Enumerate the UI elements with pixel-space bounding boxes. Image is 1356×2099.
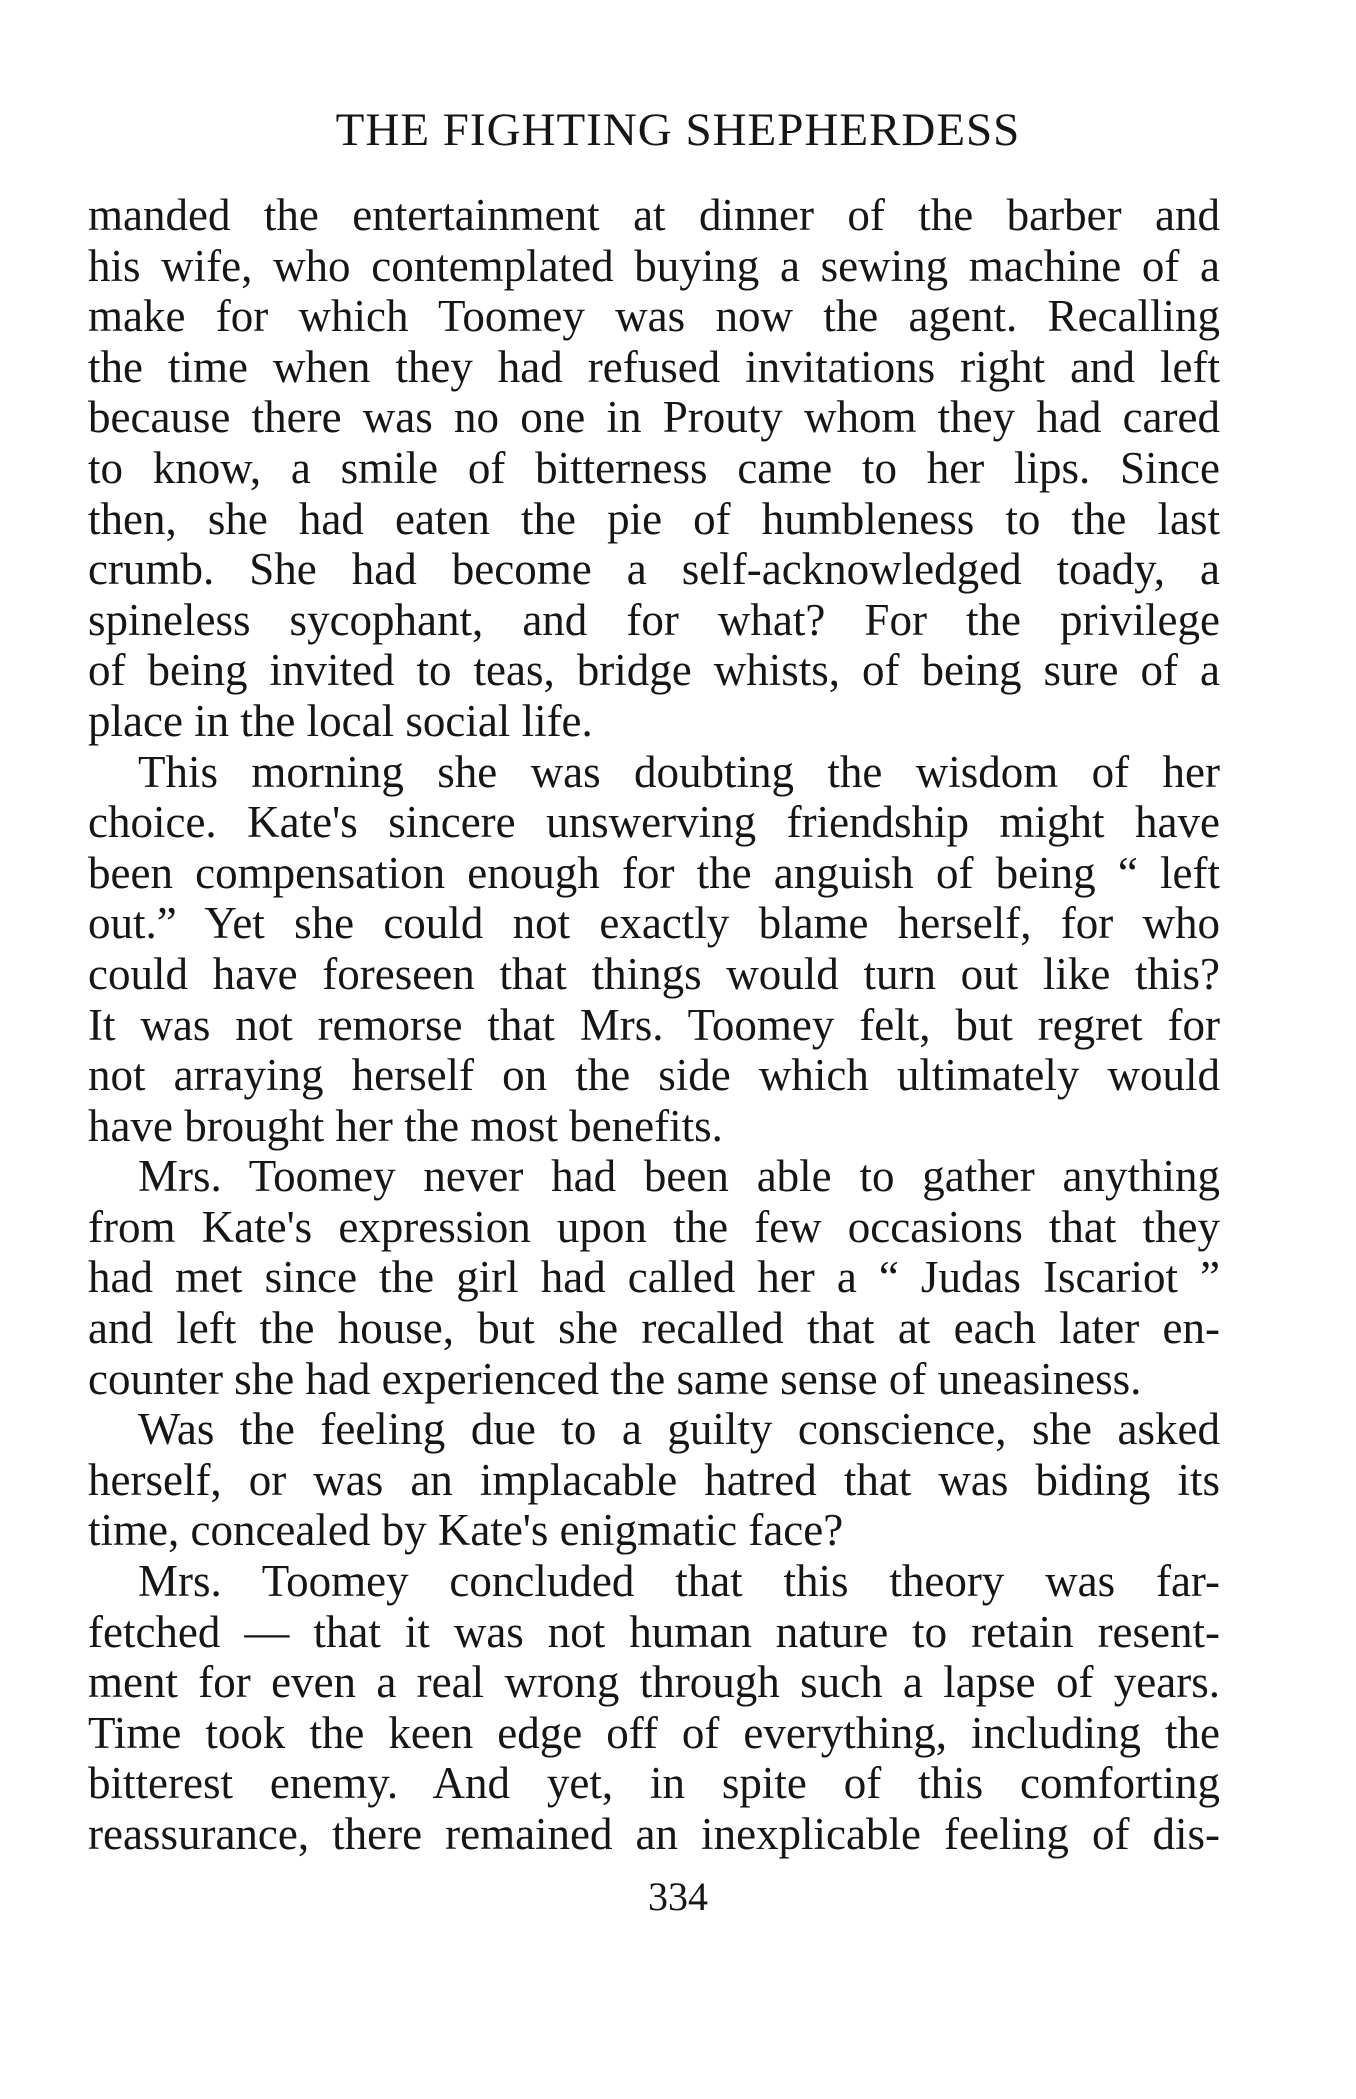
page-number: 334 [648,1874,708,1919]
text-line: crumb. She had become a self-acknowledged toady, a [88,544,1220,595]
text-line: bitterest enemy. And yet, in spite of this comforting [88,1758,1220,1809]
text-line: from Kate's expression upon the few occasions that they [88,1201,1220,1252]
text-line: out.” Yet she could not exactly blame herself, for who [88,898,1220,949]
text-line: the time when they had refused invitations right and left [88,341,1220,392]
text-line: Was the feeling due to a guilty conscience, she asked [138,1404,1220,1455]
text-line: choice. Kate's sincere unswerving friendship might have [88,797,1220,848]
text-line: place in the local social life. [88,695,593,746]
paragraph [88,1404,1220,1556]
paragraph [88,1556,1220,1860]
text-line: reassurance, there remained an inexplicable feeling of dis- [88,1809,1220,1859]
text-line: Mrs. Toomey concluded that this theory was far- [138,1556,1220,1607]
text-line: because there was no one in Prouty whom they had cared [88,392,1220,443]
text-line: manded the entertainment at dinner of the barber and [88,190,1220,240]
text-line: have brought her the most benefits. [88,1100,723,1151]
text-line: of being invited to teas, bridge whists, of being sure of a [88,645,1220,696]
text-line: spineless sycophant, and for what? For the privilege [88,594,1220,645]
text-line: make for which Toomey was now the agent. Recalling [88,291,1220,342]
running-head: THE FIGHTING SHEPHERDESS [335,104,1021,156]
text-line: It was not remorse that Mrs. Toomey felt, but regret for [88,999,1220,1050]
text-line: herself, or was an implacable hatred that was biding its [88,1454,1220,1505]
text-line: Time took the keen edge off of everything, including the [88,1707,1220,1758]
text-line: and left the house, but she recalled that at each later en- [88,1303,1220,1354]
body-text [88,190,1220,1860]
text-line: been compensation enough for the anguish of being “ left [88,847,1220,898]
text-line: fetched — that it was not human nature to retain resent- [88,1606,1220,1657]
paragraph [88,747,1220,1152]
text-line: to know, a smile of bitterness came to her lips. Since [88,442,1220,493]
text-line: could have foreseen that things would turn out like this? [88,948,1220,999]
text-line: not arraying herself on the side which ultimately would [88,1050,1220,1101]
text-line: time, concealed by Kate's enigmatic face? [88,1505,844,1556]
text-line: This morning she was doubting the wisdom of her [138,746,1220,797]
text-line: his wife, who contemplated buying a sewing machine of a [88,240,1220,291]
text-line: Mrs. Toomey never had been able to gather anything [138,1151,1220,1202]
paragraph [88,1151,1220,1404]
paragraph [88,190,1220,747]
text-line: had met since the girl had called her a “ Judas Iscariot ” [88,1252,1220,1303]
text-line: ment for even a real wrong through such a lapse of years. [88,1657,1220,1708]
text-line: then, she had eaten the pie of humbleness to the last [88,493,1220,544]
text-line: counter she had experienced the same sense of uneasiness. [88,1353,1142,1404]
